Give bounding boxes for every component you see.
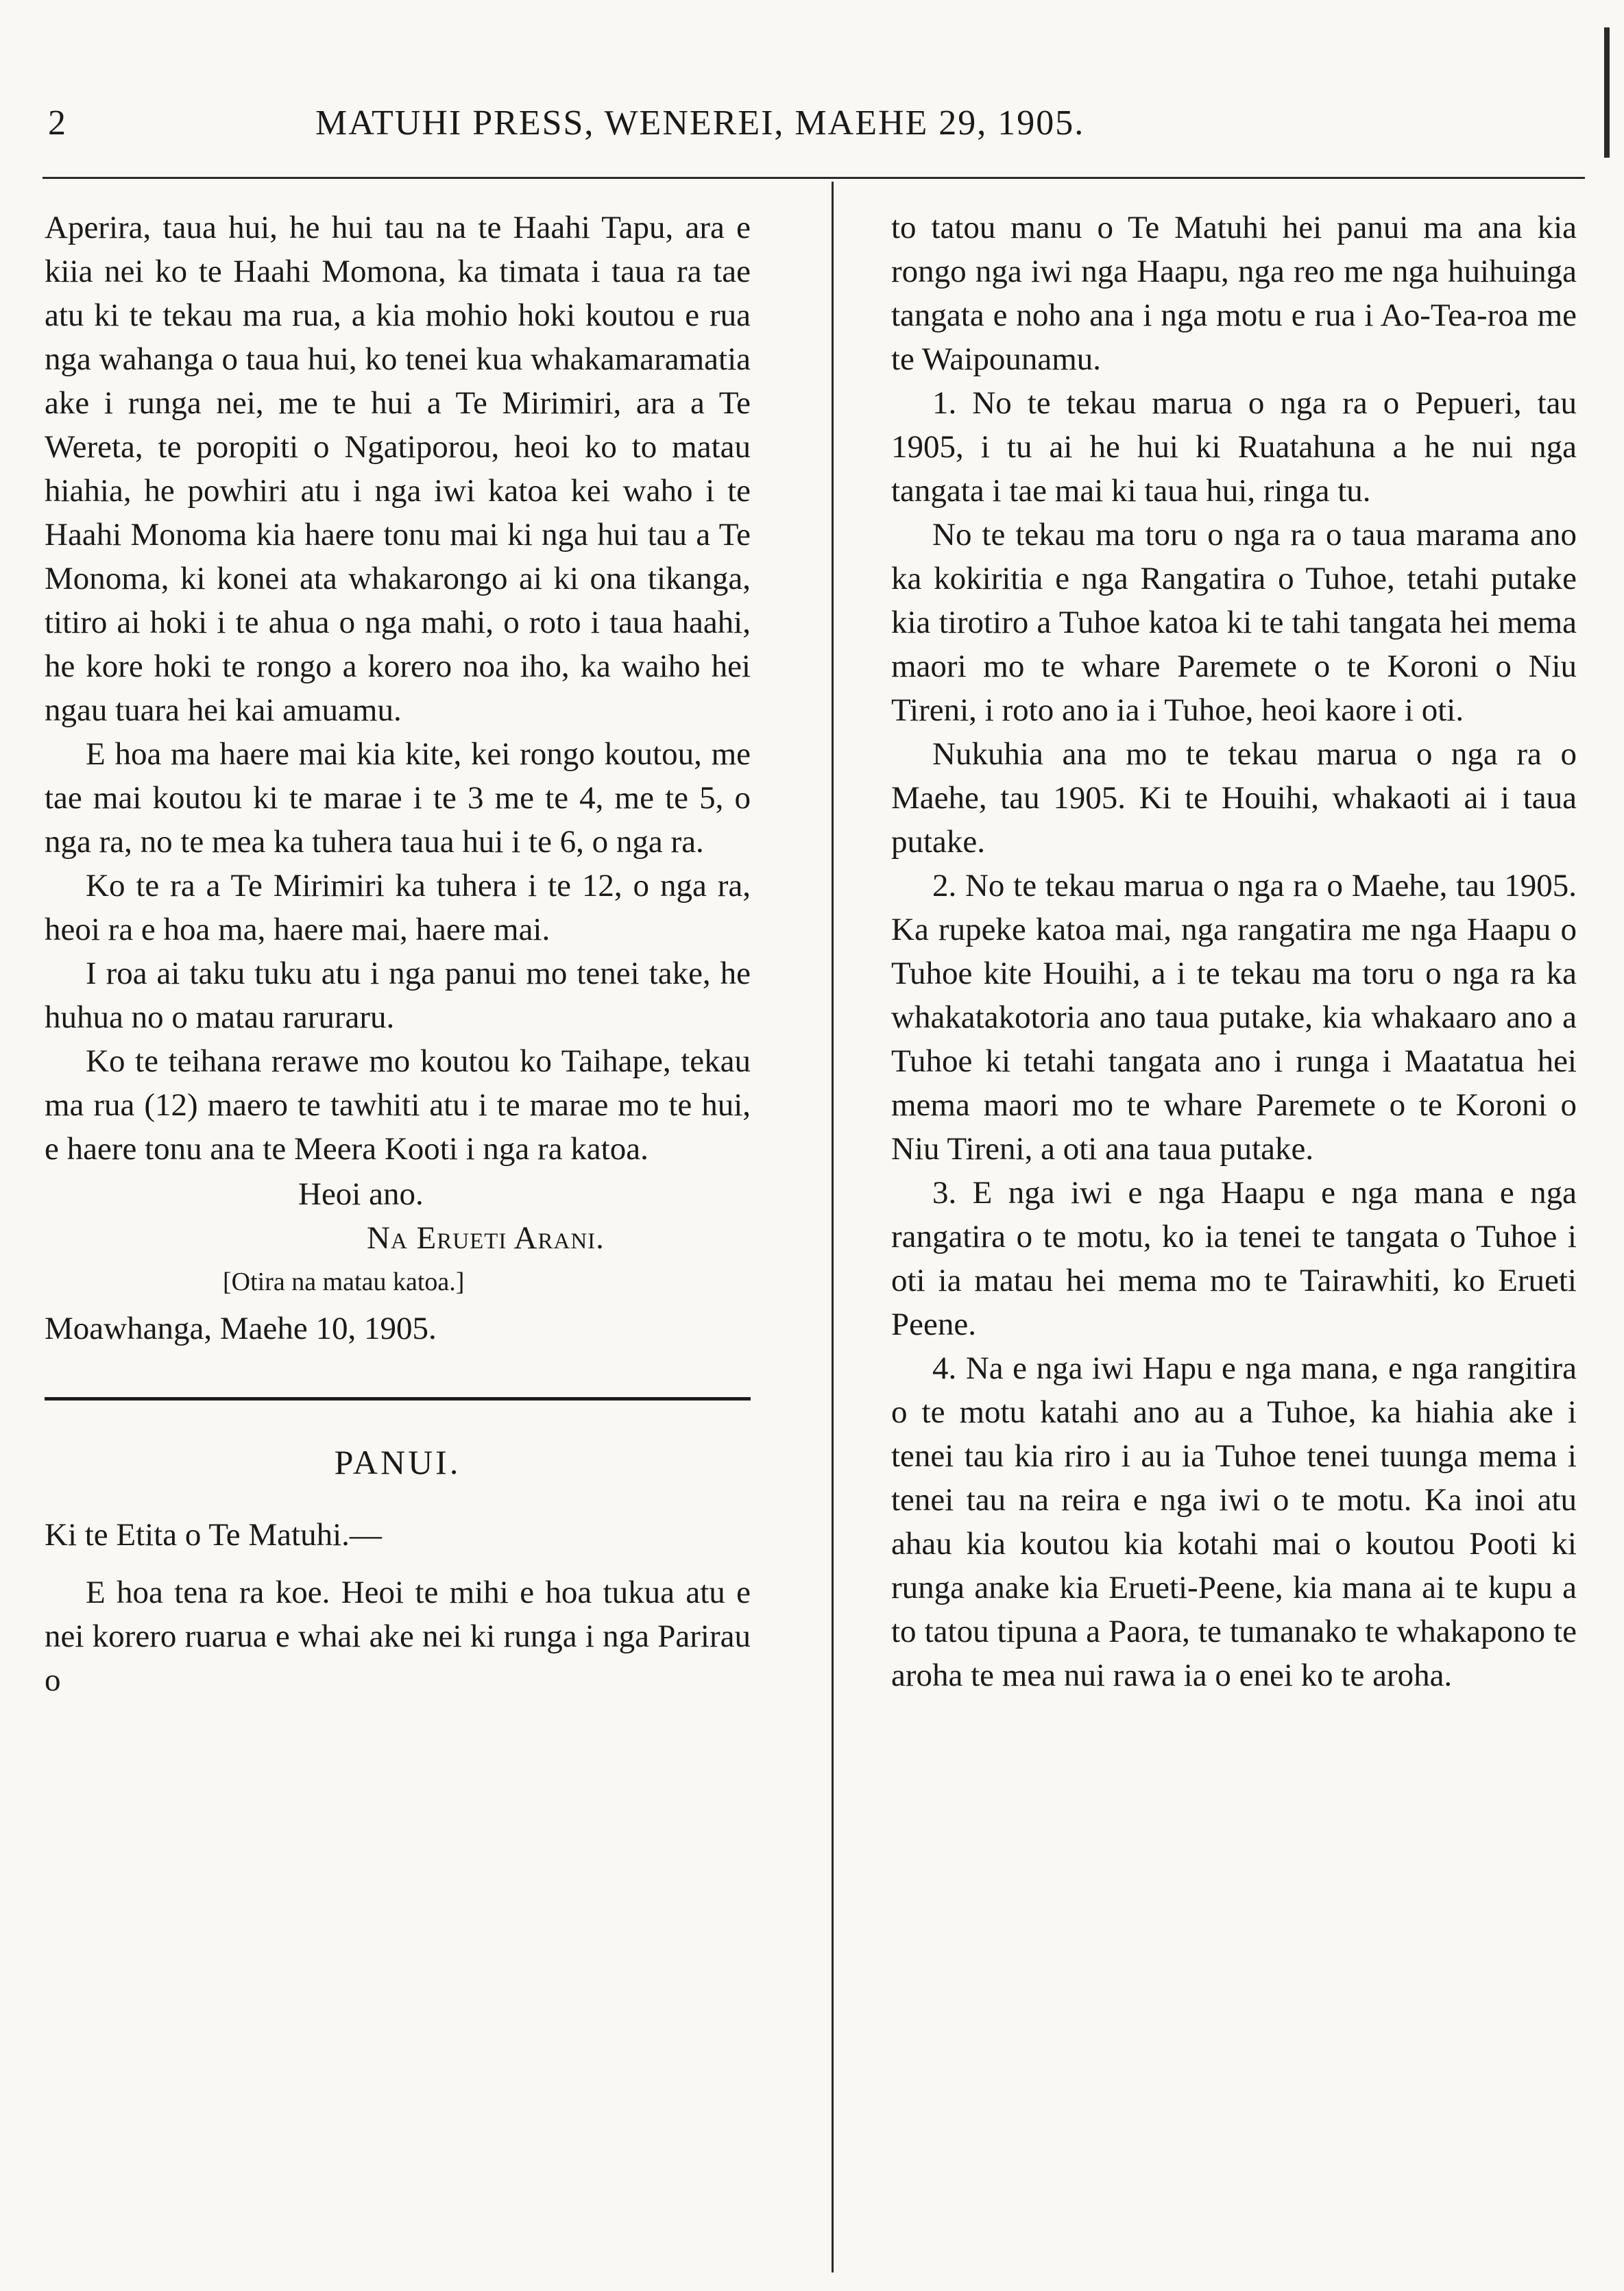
article-paragraph: Aperira, taua hui, he hui tau na te Haahi Tapu, ara e kiia nei ko te Haahi Momona, ka timata i taua ra tae atu ki te tekau ma rua, a kia mohio hoki koutou e rua nga wahanga o taua hui, ko tenei kua whakamaramatia ake i runga nei, me te hui a Te Mirimiri, ara a Te Wereta, te poropiti o Ngatiporou, heoi ko to matau hiahia, he powhiri atu i nga iwi katoa kei waho i te Haahi Monoma kia haere tonu mai ki nga hui tau a Te Monoma, ki konei ata whakarongo ai ki ona tikanga, titiro ai hoki i te ahua o nga mahi, o roto i taua haahi, he kore hoki te rongo a korero noa iho, ka waiho hei ngau tuara hei kai amuamu.: [45, 210, 751, 728]
dateline: Moawhanga, Maehe 10, 1905.: [45, 1311, 437, 1346]
section-title: PANUI.: [334, 1443, 461, 1481]
page-edge-mark: [1604, 27, 1610, 158]
article-paragraph: 3. E nga iwi e nga Haapu e nga mana e nga rangatira o te motu, ko ia tenei te tangata o Tuhoe i oti ia matau hei mema mo te Tairawhiti, ko Erueti Peene.: [891, 1175, 1577, 1342]
article-paragraph: I roa ai taku tuku atu i nga panui mo tenei take, he huhua no o matau raruraru.: [45, 956, 751, 1035]
letter-closing: [45, 1172, 751, 1350]
article-paragraph: E hoa tena ra koe. Heoi te mihi e hoa tukua atu e nei korero ruarua e whai ake nei ki runga i nga Parirau o: [45, 1575, 751, 1698]
closing-signature: Na Erueti Arani.: [367, 1220, 605, 1256]
section-divider: [45, 1397, 751, 1401]
article-paragraph: E hoa ma haere mai kia kite, kei rongo koutou, me tae mai koutou ki te marae i te 3 me te 4, me te 5, o nga ra, no te mea ka tuhera taua hui i te 6, o nga ra.: [45, 736, 751, 860]
article-paragraph: Ko te ra a Te Mirimiri ka tuhera i te 12, o nga ra, heoi ra e hoa ma, haere mai, haere mai.: [45, 868, 751, 947]
right-column: [891, 206, 1577, 1697]
header-rule: [43, 177, 1585, 179]
article-paragraph: Nukuhia ana mo te tekau marua o nga ra o Maehe, tau 1905. Ki te Houihi, whakaoti ai i taua putake.: [891, 736, 1577, 860]
article-paragraph: No te tekau ma toru o nga ra o taua marama ano ka kokiritia e nga Rangatira o Tuhoe, tetahi putake kia tirotiro a Tuhoe katoa ki te tahi tangata hei mema maori mo te whare Paremete o te Koroni o Niu Tireni, i roto ano ia i Tuhoe, heoi kaore i oti.: [891, 517, 1577, 728]
letter-salutation: Ki te Etita o Te Matuhi.—: [45, 1517, 382, 1553]
article-paragraph: 1. No te tekau marua o nga ra o Pepueri, tau 1905, i tu ai he hui ki Ruatahuna a he nui nga tangata i tae mai ki taua hui, ringa tu.: [891, 385, 1577, 509]
article-paragraph: 4. Na e nga iwi Hapu e nga mana, e nga rangitira o te motu katahi ano au a Tuhoe, ka hiahia ake i tenei tau kia riro i au ia Tuhoe tenei tuunga mema i tenei tau na reira e nga iwi o te motu. Ka inoi atu ahau kia koutou kia kotahi mai o koutou Pooti ki runga anake kia Erueti-Peene, kia mana ai te kupu a to tatou tipuna a Paora, te tumanako te whakapono te aroha te mea nui rawa ia o enei ko te aroha.: [891, 1350, 1577, 1693]
article-paragraph: to tatou manu o Te Matuhi hei panui ma ana kia rongo nga iwi nga Haapu, nga reo me nga huihuinga tangata e noho ana i nga motu e rua i Ao-Tea-roa me te Waipounamu.: [891, 210, 1577, 377]
page-number: 2: [48, 104, 67, 143]
running-title: MATUHI PRESS, WENEREI, MAEHE 29, 1905.: [315, 104, 1085, 143]
article-paragraph: 2. No te tekau marua o nga ra o Maehe, tau 1905. Ka rupeke katoa mai, nga rangatira me nga Haapu o Tuhoe kite Houihi, a i te tekau ma toru o nga ra ka whakatakotoria ano taua putake, kia whakaaro ano a Tuhoe ki tetahi tangata ano i runga i Maatatua hei mema maori mo te whare Paremete o te Koroni o Niu Tireni, a oti ana taua putake.: [891, 868, 1577, 1167]
column-divider: [832, 182, 834, 2272]
page-header: [41, 103, 1570, 158]
closing-valediction: Heoi ano.: [298, 1176, 424, 1212]
closing-note: [Otira na matau katoa.]: [223, 1268, 465, 1296]
left-column: [45, 206, 751, 1702]
article-paragraph: Ko te teihana rerawe mo koutou ko Taihape, tekau ma rua (12) maero te tawhiti atu i te marae mo te hui, e haere tonu ana te Meera Kooti i nga ra katoa.: [45, 1043, 751, 1167]
